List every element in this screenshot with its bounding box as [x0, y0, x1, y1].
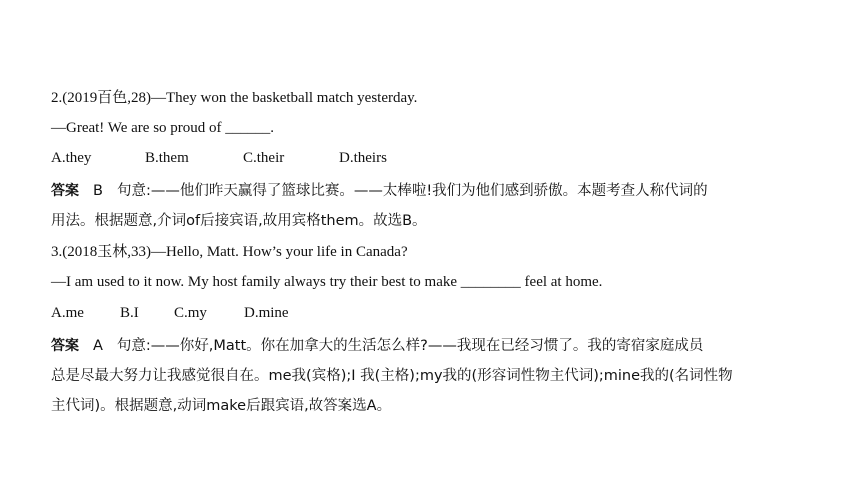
question-2-options [51, 148, 387, 168]
question-2-stem: 2.(2019百色,28)—They won the basketball match yesterday. [51, 90, 418, 106]
answer-3-line1 [51, 336, 703, 356]
option-a: A.they [51, 150, 92, 166]
answer-3-line3: 主代词)。根据题意,动词make后跟宾语,故答案选A。 [51, 398, 392, 414]
answer-letter: A [93, 338, 103, 354]
option-c: C.their [243, 150, 285, 166]
answer-2-line2: 用法。根据题意,介词of后接宾语,故用宾格them。故选B。 [51, 213, 427, 229]
option-a: A.me [51, 305, 84, 321]
answer-letter: B [93, 183, 103, 199]
option-d: D.mine [244, 305, 289, 321]
answer-3-explanation: 句意:——你好,Matt。你在加拿大的生活怎么样?——我现在已经习惯了。我的寄宿家庭成员 [116, 338, 704, 354]
question-2-line2: —Great! We are so proud of ______. [51, 120, 275, 136]
option-b: B.I [120, 305, 139, 321]
question-3-line2: —I am used to it now. My host family always try their best to make ________ feel at home. [51, 274, 603, 290]
answer-3-line2: 总是尽最大努力让我感觉很自在。me我(宾格);I 我(主格);my我的(形容词性物主代词);mine我的(名词性物 [51, 368, 733, 384]
answer-2-line1 [51, 181, 708, 201]
option-b: B.them [145, 150, 189, 166]
option-d: D.theirs [339, 150, 387, 166]
question-3-options [51, 303, 289, 323]
option-c: C.my [174, 305, 207, 321]
answer-2-explanation: 句意:——他们昨天赢得了篮球比赛。——太棒啦!我们为他们感到骄傲。本题考查人称代词的 [116, 183, 708, 199]
question-3-stem: 3.(2018玉林,33)—Hello, Matt. How’s your life in Canada? [51, 244, 408, 260]
answer-label: 答案 [51, 338, 79, 354]
answer-label: 答案 [51, 183, 79, 199]
